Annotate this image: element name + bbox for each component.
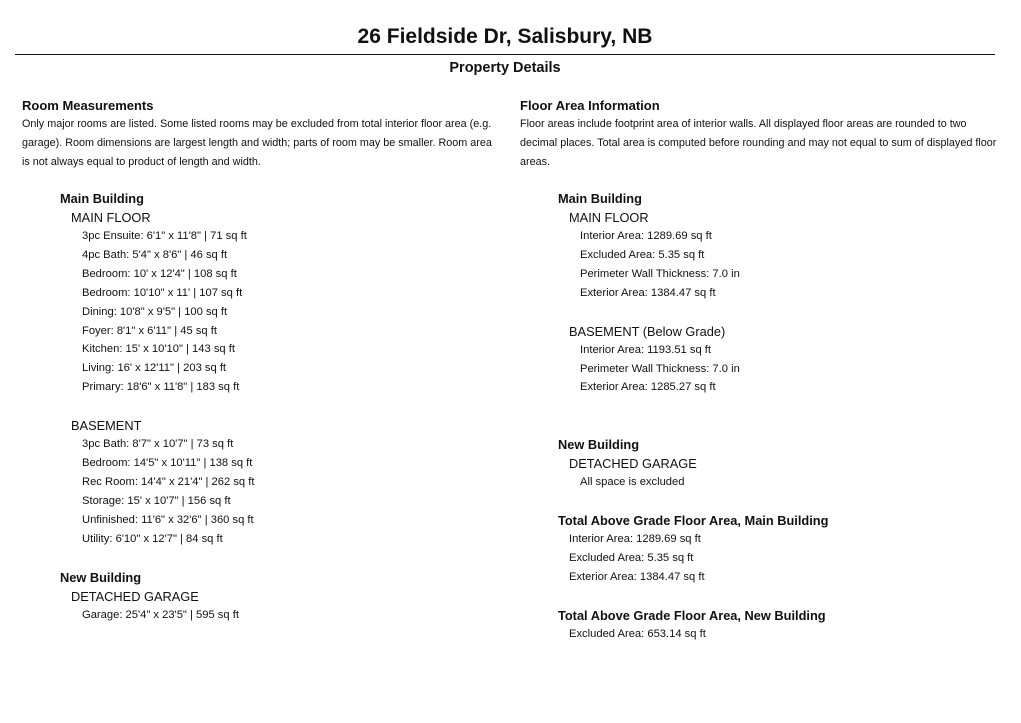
floor-area-note: Floor areas include footprint area of interior walls. All displayed floor areas are rounded to two decimal places. Total area is computed before rounding and may not equal to sum of displayed floor areas.: [520, 118, 997, 168]
title-divider: [15, 54, 995, 55]
building-name: Main Building: [558, 191, 642, 206]
building-name: New Building: [60, 569, 142, 585]
room-measurements-note: Only major rooms are listed. Some listed rooms may be excluded from total interior floor area (e.g. garage). Room dimensions are largest length and width; parts of room may be smaller. Room area is not always equal to product of length and width.: [22, 118, 492, 168]
room-item: Primary: 18'6" x 11'8" | 183 sq ft: [82, 381, 240, 394]
page-subtitle: Property Details: [449, 60, 561, 76]
floor-name: DETACHED GARAGE: [569, 456, 697, 472]
area-item: Exterior Area: 1384.47 sq ft: [580, 286, 716, 299]
area-item: Excluded Area: 5.35 sq ft: [580, 248, 705, 261]
room-measurements-section: [22, 97, 500, 625]
room-item: Living: 16' x 12'11" | 203 sq ft: [82, 362, 227, 375]
rooms-basement: [71, 416, 500, 548]
area-list: [569, 227, 1000, 303]
area-list: [558, 625, 1000, 644]
area-item: Interior Area: 1289.69 sq ft: [569, 533, 701, 546]
area-item: Excluded Area: 653.14 sq ft: [569, 627, 706, 640]
area-item: Excluded Area: 5.35 sq ft: [569, 552, 694, 565]
room-item: Garage: 25'4" x 23'5" | 595 sq ft: [82, 608, 239, 621]
room-item: Foyer: 8'1" x 6'11" | 45 sq ft: [82, 324, 217, 337]
total-main-building: [558, 511, 1000, 587]
area-list: [569, 473, 1000, 492]
room-item: Rec Room: 14'4" x 21'4" | 262 sq ft: [82, 475, 255, 488]
area-main-building: [558, 189, 1000, 397]
floor-area-section: [520, 97, 1000, 644]
rooms-main-floor: [71, 208, 500, 397]
area-new-building: [558, 435, 1000, 492]
floor-name: BASEMENT: [71, 418, 142, 434]
area-item: Exterior Area: 1285.27 sq ft: [580, 381, 716, 394]
room-list: [71, 227, 500, 397]
floor-name: DETACHED GARAGE: [71, 588, 199, 604]
room-item: Bedroom: 10' x 12'4" | 108 sq ft: [82, 267, 237, 280]
room-item: Utility: 6'10" x 12'7" | 84 sq ft: [82, 532, 223, 545]
page-title: 26 Fieldside Dr, Salisbury, NB: [357, 25, 653, 48]
room-item: 4pc Bath: 5'4" x 8'6" | 46 sq ft: [82, 248, 228, 261]
area-item: Exterior Area: 1384.47 sq ft: [569, 571, 705, 584]
room-item: 3pc Ensuite: 6'1" x 11'8" | 71 sq ft: [82, 230, 247, 242]
area-item: Perimeter Wall Thickness: 7.0 in: [580, 267, 740, 280]
room-item: Bedroom: 14'5" x 10'11" | 138 sq ft: [82, 457, 253, 470]
total-heading: Total Above Grade Floor Area, Main Building: [558, 513, 829, 529]
area-item: Interior Area: 1289.69 sq ft: [580, 230, 712, 242]
total-heading: Total Above Grade Floor Area, New Building: [558, 607, 826, 623]
building-name: Main Building: [60, 191, 144, 206]
floor-name: MAIN FLOOR: [569, 210, 649, 225]
room-item: Storage: 15' x 10'7" | 156 sq ft: [82, 494, 231, 507]
area-main-floor: [569, 208, 1000, 303]
rooms-main-building: [60, 189, 500, 549]
total-new-building: [558, 606, 1000, 644]
area-basement: [569, 322, 1000, 398]
room-item: Kitchen: 15' x 10'10" | 143 sq ft: [82, 343, 235, 356]
area-list: [558, 530, 1000, 587]
rooms-new-building: [60, 568, 500, 625]
room-list: [71, 606, 500, 625]
room-item: Unfinished: 11'6" x 32'6" | 360 sq ft: [82, 513, 254, 526]
floor-area-heading: Floor Area Information: [520, 98, 660, 113]
floor-name: BASEMENT (Below Grade): [569, 323, 726, 339]
area-item: All space is excluded: [580, 476, 685, 489]
area-item: Perimeter Wall Thickness: 7.0 in: [580, 362, 740, 375]
room-item: Bedroom: 10'10" x 11' | 107 sq ft: [82, 286, 243, 299]
building-name: New Building: [558, 437, 640, 453]
area-detached-garage: [569, 454, 1000, 492]
floor-name: MAIN FLOOR: [71, 210, 151, 225]
rooms-detached-garage: [71, 587, 500, 625]
room-list: [71, 435, 500, 548]
room-measurements-heading: Room Measurements: [22, 98, 154, 113]
area-list: [569, 341, 1000, 398]
area-item: Interior Area: 1193.51 sq ft: [580, 343, 712, 356]
room-item: 3pc Bath: 8'7" x 10'7" | 73 sq ft: [82, 438, 234, 451]
room-item: Dining: 10'8" x 9'5" | 100 sq ft: [82, 305, 228, 318]
